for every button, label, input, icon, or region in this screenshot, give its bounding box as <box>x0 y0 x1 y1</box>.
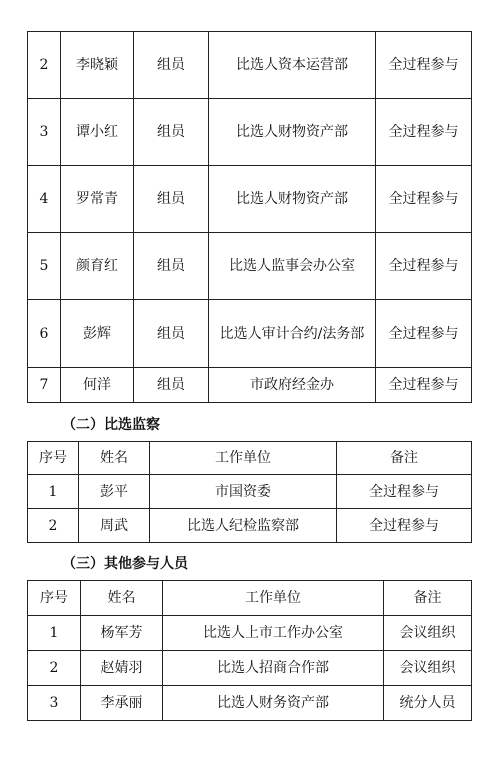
cell-no: 3 <box>28 686 81 721</box>
table-row <box>28 616 472 651</box>
cell-no: 1 <box>28 475 79 509</box>
cell-unit: 比选人资本运营部 <box>209 32 376 99</box>
header-no: 序号 <box>28 442 79 475</box>
header-name: 姓名 <box>79 442 150 475</box>
header-unit: 工作单位 <box>163 581 384 616</box>
table-header-row <box>28 581 472 616</box>
cell-note: 全过程参与 <box>376 99 472 166</box>
cell-note: 全过程参与 <box>337 509 472 543</box>
cell-note: 全过程参与 <box>376 233 472 300</box>
cell-no: 4 <box>28 166 61 233</box>
cell-role: 组员 <box>134 32 209 99</box>
cell-name: 颜育红 <box>61 233 134 300</box>
cell-unit: 比选人财务资产部 <box>163 686 384 721</box>
cell-name: 谭小红 <box>61 99 134 166</box>
header-note: 备注 <box>337 442 472 475</box>
cell-unit: 市国资委 <box>150 475 337 509</box>
cell-unit: 比选人招商合作部 <box>163 651 384 686</box>
section-heading-supervision: （二）比选监察 <box>62 417 160 433</box>
cell-role: 组员 <box>134 99 209 166</box>
committee-table <box>27 31 472 403</box>
cell-role: 组员 <box>134 300 209 368</box>
other-participants-table <box>27 580 472 721</box>
table-row <box>28 99 472 166</box>
table-row <box>28 651 472 686</box>
table-row <box>28 166 472 233</box>
cell-unit: 比选人监事会办公室 <box>209 233 376 300</box>
header-unit: 工作单位 <box>150 442 337 475</box>
table-row <box>28 509 472 543</box>
section-heading-other-participants: （三）其他参与人员 <box>62 556 188 572</box>
cell-name: 罗常青 <box>61 166 134 233</box>
cell-note: 会议组织 <box>384 616 472 651</box>
cell-note: 会议组织 <box>384 651 472 686</box>
cell-no: 6 <box>28 300 61 368</box>
cell-no: 2 <box>28 651 81 686</box>
cell-no: 5 <box>28 233 61 300</box>
cell-no: 3 <box>28 99 61 166</box>
cell-note: 全过程参与 <box>376 300 472 368</box>
cell-note: 全过程参与 <box>337 475 472 509</box>
table-row <box>28 475 472 509</box>
cell-unit: 比选人财物资产部 <box>209 166 376 233</box>
cell-name: 李晓颖 <box>61 32 134 99</box>
table-row <box>28 233 472 300</box>
table-header-row <box>28 442 472 475</box>
cell-name: 何洋 <box>61 368 134 403</box>
table-row <box>28 300 472 368</box>
cell-note: 全过程参与 <box>376 166 472 233</box>
cell-name: 杨军芳 <box>81 616 163 651</box>
cell-no: 2 <box>28 32 61 99</box>
table-row <box>28 368 472 403</box>
header-no: 序号 <box>28 581 81 616</box>
cell-unit: 比选人上市工作办公室 <box>163 616 384 651</box>
cell-no: 1 <box>28 616 81 651</box>
cell-no: 7 <box>28 368 61 403</box>
cell-note: 全过程参与 <box>376 32 472 99</box>
cell-name: 李承丽 <box>81 686 163 721</box>
header-note: 备注 <box>384 581 472 616</box>
cell-role: 组员 <box>134 233 209 300</box>
supervision-table <box>27 441 472 543</box>
cell-unit: 市政府经金办 <box>209 368 376 403</box>
cell-name: 彭平 <box>79 475 150 509</box>
cell-unit: 比选人审计合约/法务部 <box>209 300 376 368</box>
cell-name: 周武 <box>79 509 150 543</box>
table-row <box>28 32 472 99</box>
header-name: 姓名 <box>81 581 163 616</box>
cell-name: 赵婧羽 <box>81 651 163 686</box>
table-row <box>28 686 472 721</box>
cell-role: 组员 <box>134 368 209 403</box>
cell-unit: 比选人纪检监察部 <box>150 509 337 543</box>
cell-unit: 比选人财物资产部 <box>209 99 376 166</box>
cell-role: 组员 <box>134 166 209 233</box>
cell-no: 2 <box>28 509 79 543</box>
cell-note: 统分人员 <box>384 686 472 721</box>
cell-name: 彭辉 <box>61 300 134 368</box>
cell-note: 全过程参与 <box>376 368 472 403</box>
